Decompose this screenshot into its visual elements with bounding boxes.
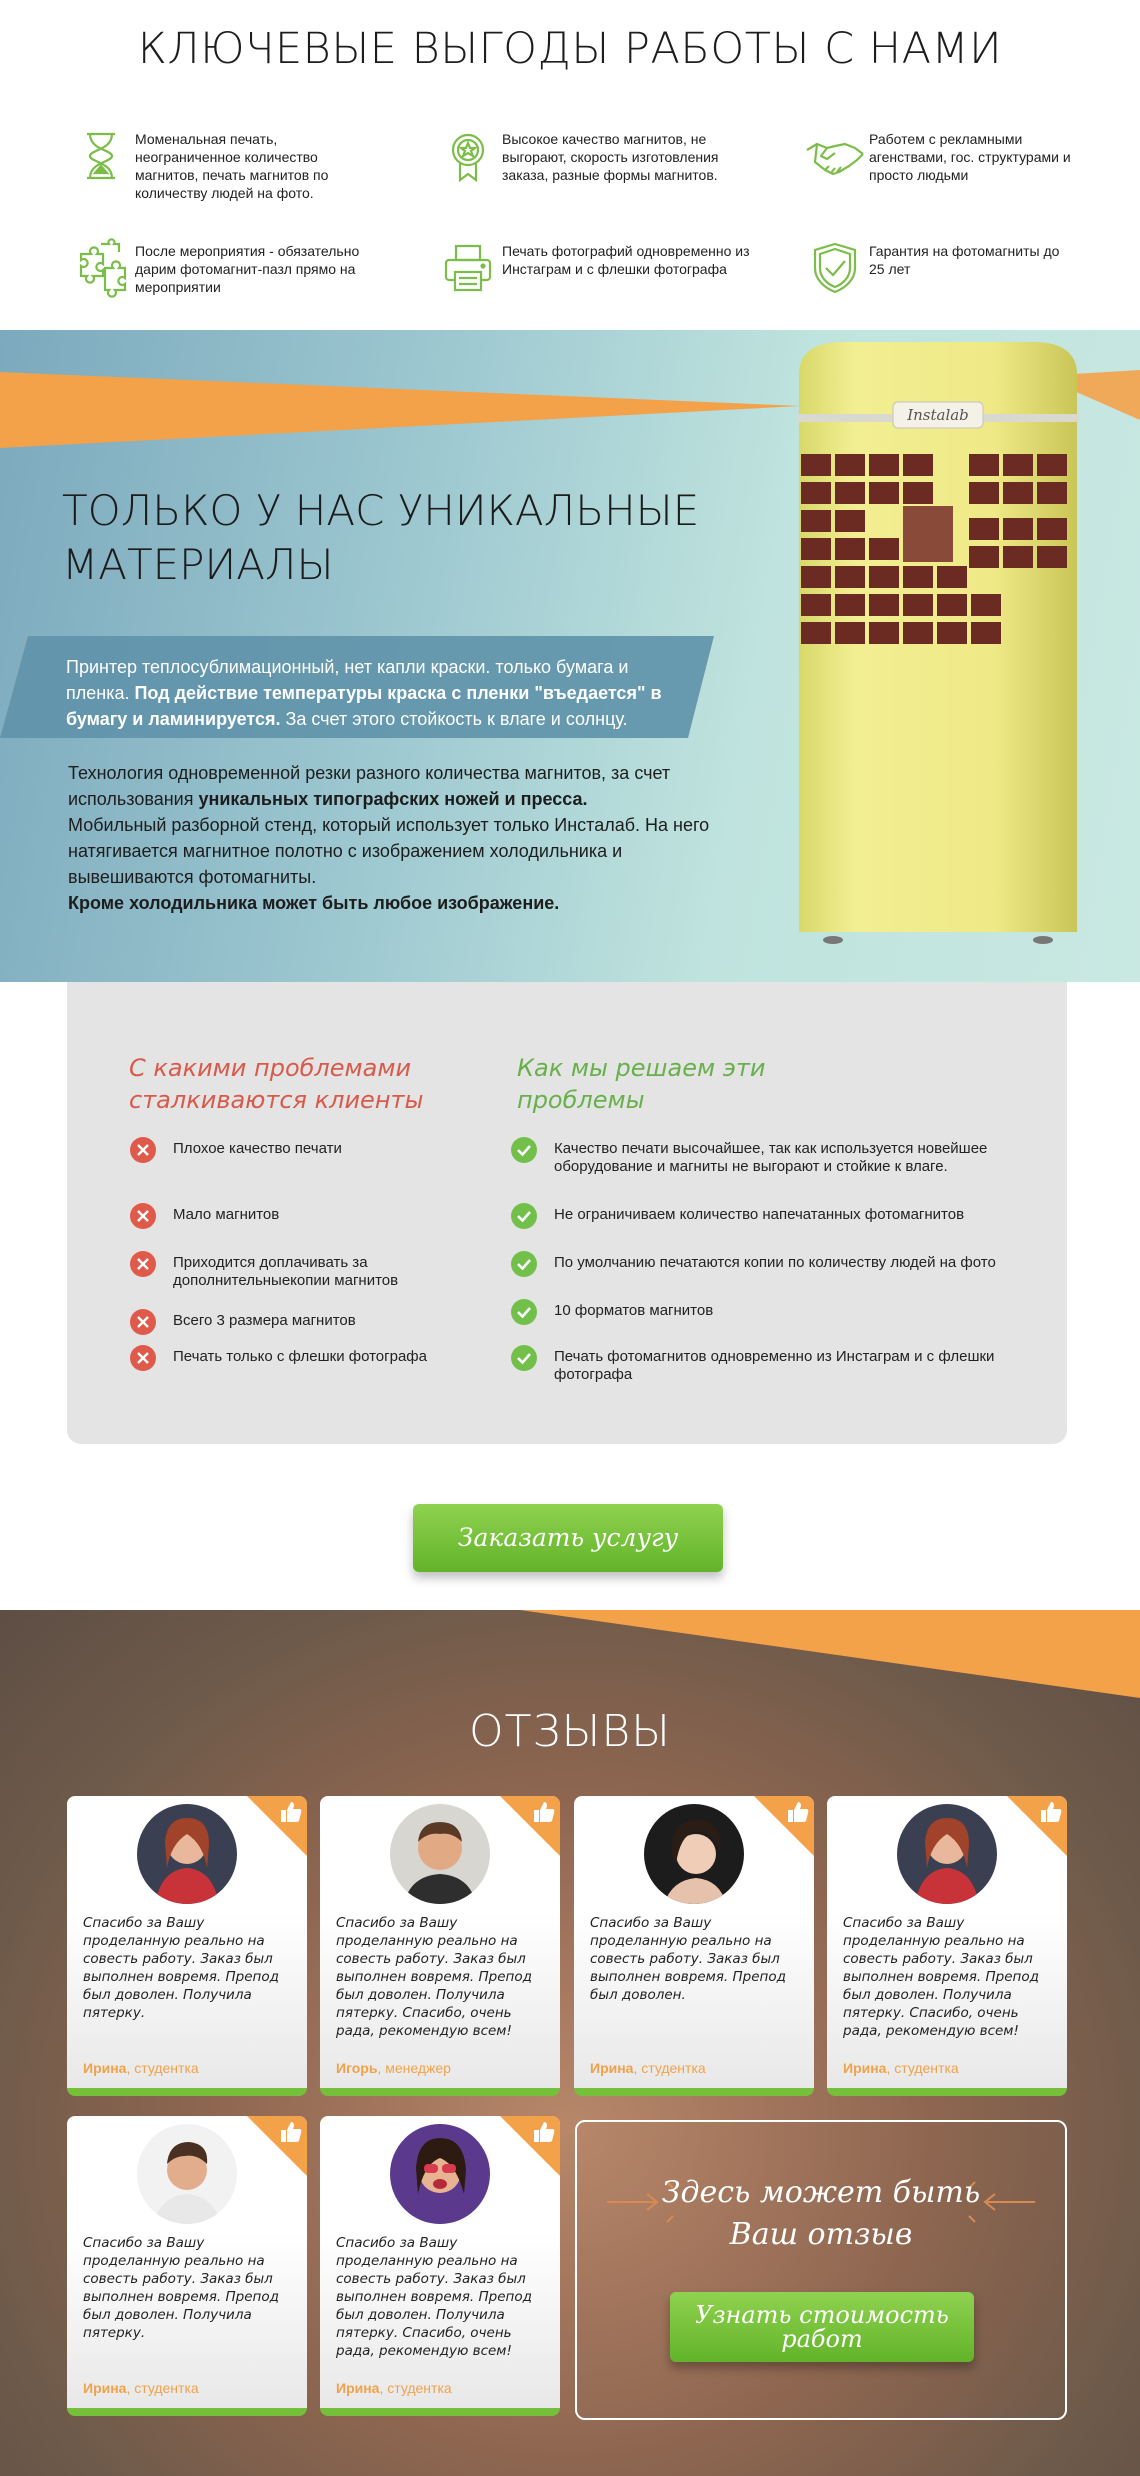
like-badge — [500, 1796, 560, 1856]
check-icon — [510, 1344, 538, 1372]
solution-item: 10 форматов магнитов — [554, 1302, 1034, 1320]
review-card: Спасибо за Вашу проделанную реально на совесть работу. Заказ был выполнен вовремя. Препод был доволен. Получила пятерку. Ирина, студентка — [67, 2116, 307, 2416]
top-divider — [0, 1610, 1140, 1650]
reviewer: Ирина, студентка — [336, 2380, 452, 2396]
fridge-image — [793, 342, 1083, 962]
review-card: Спасибо за Вашу проделанную реально на совесть работу. Заказ был выполнен вовремя. Препод был доволен. Получила пятерку. Спасибо, очень рада, рекомендую всем! Ирина, студентка — [320, 2116, 560, 2416]
like-badge — [1007, 1796, 1067, 1856]
benefit-item: Гарантия на фотомагниты до 25 лет — [869, 242, 1069, 278]
solutions-column-title: Как мы решаем эти проблемы — [517, 1054, 766, 1114]
puzzle-icon — [71, 238, 131, 298]
avatar — [390, 2124, 490, 2224]
avatar — [897, 1804, 997, 1904]
review-card: Спасибо за Вашу проделанную реально на совесть работу. Заказ был выполнен вовремя. Препод был доволен. Получила пятерку. Спасибо, очень рада, рекомендую всем! Ирина, студентка — [827, 1796, 1067, 2096]
review-card: Спасибо за Вашу проделанную реально на совесть работу. Заказ был выполнен вовремя. Препод был доволен. Получила пятерку. Спасибо, очень рада, рекомендую всем! Игорь, менеджер — [320, 1796, 560, 2096]
cross-icon — [129, 1202, 157, 1230]
problem-item: Приходится доплачивать за дополнительныекопии магнитов — [173, 1254, 453, 1290]
materials-title: ТОЛЬКО У НАС УНИКАЛЬНЫЕ МАТЕРИАЛЫ — [62, 486, 700, 589]
your-review-box — [575, 2120, 1067, 2420]
problems-panel — [67, 982, 1067, 1444]
order-service-button[interactable]: Заказать услугу — [413, 1504, 723, 1572]
materials-banner — [0, 636, 720, 738]
reviewer: Игорь, менеджер — [336, 2060, 451, 2076]
banner-text: Принтер теплосублимационный, нет капли краски. только бумага и пленка. Под действие температуры краска с пленки "въедается" в бумагу и ламинируется. За счет этого стойкость к влаге и солнцу. — [66, 657, 662, 729]
technology-text: Технология одновременной резки разного количества магнитов, за счет использования уникальных типографских ножей и пресса. Мобильный разборной стенд, который использует только Инсталаб. На него натягивается магнитное полотно с изображением холодильника и вывешиваются фотомагниты. Кроме холодильника может быть любое изображение. — [68, 763, 710, 913]
benefit-item: Высокое качество магнитов, не выгорают, скорость изготовления заказа, разные формы магнитов. — [502, 130, 752, 184]
benefit-item: Печать фотографий одновременно из Инстаграм и с флешки фотографа — [502, 242, 762, 278]
cross-icon — [129, 1250, 157, 1278]
problem-item: Плохое качество печати — [173, 1140, 473, 1158]
avatar — [390, 1804, 490, 1904]
solution-item: Не ограничиваем количество напечатанных фотомагнитов — [554, 1206, 1034, 1224]
solution-item: Качество печати высочайшее, так как используется новейшее оборудование и магниты не выгорают и стойкие к влаге. — [554, 1140, 1034, 1176]
review-card: Спасибо за Вашу проделанную реально на совесть работу. Заказ был выполнен вовремя. Препод был доволен. Ирина, студентка — [574, 1796, 814, 2096]
reviewer: Ирина, студентка — [590, 2060, 706, 2076]
check-icon — [510, 1202, 538, 1230]
fridge-brand: Instalab — [907, 406, 969, 424]
hourglass-icon — [71, 126, 131, 186]
like-badge — [247, 1796, 307, 1856]
benefit-item: Работем с рекламными агенствами, гос. структурами и просто людьми — [869, 130, 1089, 184]
avatar — [644, 1804, 744, 1904]
handshake-icon — [805, 126, 865, 186]
avatar — [137, 1804, 237, 1904]
reviewer: Ирина, студентка — [83, 2060, 199, 2076]
benefits-title: КЛЮЧЕВЫЕ ВЫГОДЫ РАБОТЫ С НАМИ — [137, 24, 1003, 74]
solution-item: По умолчанию печатаются копии по количеству людей на фото — [554, 1254, 1044, 1272]
like-badge — [247, 2116, 307, 2176]
cross-icon — [129, 1344, 157, 1372]
cross-icon — [129, 1136, 157, 1164]
problem-item: Всего 3 размера магнитов — [173, 1312, 473, 1330]
check-icon — [510, 1298, 538, 1326]
reviewer: Ирина, студентка — [843, 2060, 959, 2076]
like-badge — [500, 2116, 560, 2176]
avatar — [137, 2124, 237, 2224]
problem-item: Мало магнитов — [173, 1206, 473, 1224]
reviews-section — [0, 1610, 1140, 2476]
printer-icon — [438, 238, 498, 298]
reviews-title: ОТЗЫВЫ — [469, 1706, 671, 1757]
get-price-button[interactable]: Узнать стоимость работ — [670, 2292, 974, 2362]
materials-section — [0, 330, 1140, 982]
problems-column-title: С какими проблемами сталкиваются клиенты — [129, 1054, 424, 1114]
benefits-section — [0, 0, 1140, 330]
benefit-item: После мероприятия - обязательно дарим фотомагнит-пазл прямо на мероприятии — [135, 242, 375, 296]
reviewer: Ирина, студентка — [83, 2380, 199, 2396]
problem-item: Печать только с флешки фотографа — [173, 1348, 473, 1366]
check-icon — [510, 1136, 538, 1164]
cross-icon — [129, 1308, 157, 1336]
your-review-text: Здесь может быть Ваш отзыв — [661, 2175, 981, 2252]
review-card: Спасибо за Вашу проделанную реально на совесть работу. Заказ был выполнен вовремя. Препод был доволен. Получила пятерку. Ирина, студентка — [67, 1796, 307, 2096]
shield-check-icon — [805, 238, 865, 298]
benefit-item: Моменальная печать, неограниченное количество магнитов, печать магнитов по количеству людей на фото. — [135, 130, 365, 202]
like-badge — [754, 1796, 814, 1856]
quality-medal-icon — [438, 126, 498, 186]
check-icon — [510, 1250, 538, 1278]
solution-item: Печать фотомагнитов одновременно из Инстаграм и с флешки фотографа — [554, 1348, 1034, 1384]
